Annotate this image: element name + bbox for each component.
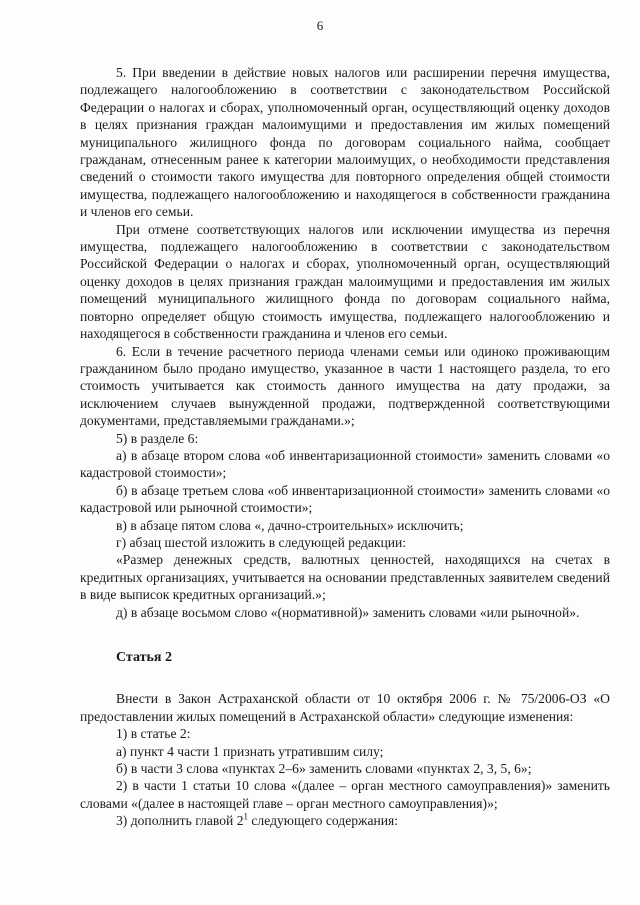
paragraph: 2) в части 1 статьи 10 слова «(далее – орган местного самоуправления)» заменить словами «(далее в настоящей главе – орган местного самоуправления)»; bbox=[80, 778, 610, 811]
paragraph: д) в абзаце восьмом слово «(нормативной)» заменить словами «или рыночной». bbox=[116, 604, 580, 620]
last-line-text: 3) дополнить главой 2 bbox=[116, 813, 244, 829]
last-line-tail: следующего содержания: bbox=[248, 813, 399, 829]
document-body bbox=[80, 64, 610, 830]
paragraph: г) абзац шестой изложить в следующей редакции: bbox=[116, 534, 407, 550]
paragraph: б) в части 3 слова «пунктах 2–6» заменить словами «пунктах 2, 3, 5, 6»; bbox=[116, 761, 532, 777]
paragraph-last bbox=[80, 812, 610, 829]
paragraph: а) пункт 4 части 1 признать утратившим силу; bbox=[116, 743, 384, 759]
paragraph: 1) в статье 2: bbox=[116, 726, 191, 742]
paragraph: «Размер денежных средств, валютных ценностей, находящихся на счетах в кредитных организациях, учитывается на основании представленных заявителем сведений в виде выписок кредитных организаций.»; bbox=[80, 552, 610, 603]
paragraph: 5. При введении в действие новых налогов или расширении перечня имущества, подлежащего налогообложению в соответствии с законодательством Российской Федерации о налогах и сборах, уполномоченный орган, осуществляющий оценку доходов в целях признания граждан малоимущими и предоставления им жилых помещений муниципального жилищного фонда по договорам социального найма, сообщает гражданам, отнесенным ранее к категории малоимущих, о необходимости представления сведений о стоимости такого имущества для повторного определения общей стоимости имущества, подлежащего налогообложению и находящегося в собственности гражданина и членов его семьи. bbox=[80, 65, 610, 220]
paragraph: При отмене соответствующих налогов или исключении имущества из перечня имущества, подлежащего налогообложению в соответствии с законодательством Российской Федерации о налогах и сборах, уполномоченный орган, осуществляющий оценку доходов в целях признания граждан малоимущими и предоставления им жилых помещений муниципального жилищного фонда по договорам социального найма, повторно определяет общую стоимость имущества, подлежащего налогообложению и находящегося в собственности гражданина и членов его семьи. bbox=[80, 221, 610, 342]
paragraph: 5) в разделе 6: bbox=[116, 430, 199, 446]
paragraph: 6. Если в течение расчетного периода членами семьи или одиноко проживающим гражданином было продано имущество, указанное в части 1 настоящего раздела, то его стоимость учитывается как стоимость данного имущества на дату продажи, за исключением случаев вынужденной продажи, подтвержденной соответствующими документами, представляемыми гражданами.»; bbox=[80, 343, 610, 429]
page-number: 6 bbox=[316, 18, 324, 33]
paragraph: б) в абзаце третьем слова «об инвентаризационной стоимости» заменить словами «о кадастровой или рыночной стоимости»; bbox=[80, 482, 610, 516]
article-heading: Статья 2 bbox=[116, 650, 172, 665]
chapter-superscript: 1 bbox=[243, 811, 248, 822]
paragraph: Внести в Закон Астраханской области от 10 октября 2006 г. № 75/2006-ОЗ «О предоставлении жилых помещений в Астраханской области» следующие изменения: bbox=[80, 691, 610, 724]
paragraph: а) в абзаце втором слова «об инвентаризационной стоимости» заменить словами «о кадастровой стоимости»; bbox=[80, 447, 610, 481]
paragraph: в) в абзаце пятом слова «, дачно-строительных» исключить; bbox=[116, 517, 464, 533]
